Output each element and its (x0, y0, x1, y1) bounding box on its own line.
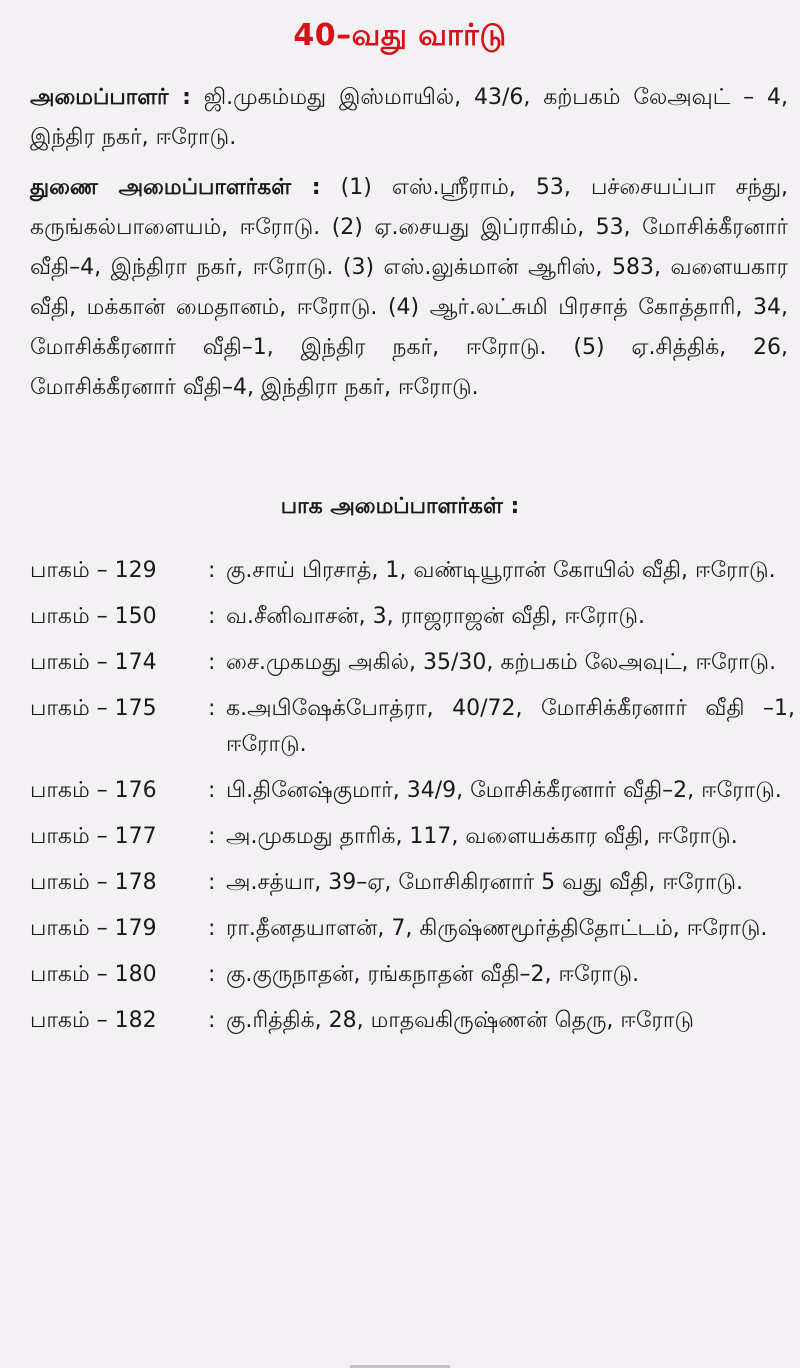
list-item (30, 645, 795, 681)
co-organizers-label: துணை அமைப்பாளர்கள் : (30, 175, 321, 200)
booth-organizer-details: அ.முகமது தாரிக், 117, வளையக்கார வீதி, ஈரோடு. (226, 824, 738, 849)
organizer-paragraph (30, 78, 788, 158)
separator-colon: : (208, 916, 216, 941)
booth-number: பாகம் – 179 (30, 916, 157, 941)
ward-title: 40–வது வார்டு (293, 18, 507, 53)
separator-colon: : (208, 1008, 216, 1033)
separator-colon: : (208, 696, 216, 721)
booth-number: பாகம் – 182 (30, 1008, 157, 1033)
list-item (30, 819, 795, 855)
booth-number: பாகம் – 150 (30, 604, 157, 629)
booth-organizers-heading: பாக அமைப்பாளர்கள் : (280, 494, 520, 519)
list-item (30, 599, 795, 635)
booth-organizer-details: பி.தினேஷ்குமார், 34/9, மோசிக்கீரனார் வீதி–2, ஈரோடு. (226, 778, 782, 803)
booth-number: பாகம் – 174 (30, 650, 157, 675)
booth-organizer-details: சை.முகமது அகில், 35/30, கற்பகம் லேஅவுட், ஈரோடு. (226, 650, 777, 675)
booth-number: பாகம் – 177 (30, 824, 157, 849)
booth-organizer-details: அ.சத்யா, 39–ஏ, மோசிகிரனார் 5 வது வீதி, ஈரோடு. (226, 870, 743, 895)
organizer-label: அமைப்பாளர் : (30, 85, 191, 110)
booth-number: பாகம் – 178 (30, 870, 157, 895)
list-item (30, 1003, 795, 1039)
booth-organizer-details: கு.சாய் பிரசாத், 1, வண்டியூரான் கோயில் வீதி, ஈரோடு. (226, 558, 776, 583)
co-organizers-text: (1) எஸ்.ஸ்ரீராம், 53, பச்சையப்பா சந்து, கருங்கல்பாளையம், ஈரோடு. (2) ஏ.சையது இப்ராகிம், 53, மோசிக்கீரனார் வீதி–4, இந்திரா நகர், ஈரோடு. (3) எஸ்.லுக்மான் ஆரிஸ், 583, வளையகார வீதி, மக்கான் மைதானம், ஈரோடு. (4) ஆர்.லட்சுமி பிரசாத் கோத்தாரி, 34, மோசிக்கீரனார் வீதி–1, இந்திர நகர், ஈரோடு. (5) ஏ.சித்திக், 26, மோசிக்கீரனார் வீதி–4, இந்திரா நகர், ஈரோடு. (30, 175, 789, 400)
clipped-previous-line (235, 0, 615, 5)
separator-colon: : (208, 558, 216, 583)
separator-colon: : (208, 870, 216, 895)
booth-number: பாகம் – 129 (30, 558, 157, 583)
booth-number: பாகம் – 176 (30, 778, 157, 803)
co-organizers-paragraph (30, 168, 788, 408)
separator-colon: : (208, 824, 216, 849)
separator-colon: : (208, 962, 216, 987)
booth-number: பாகம் – 175 (30, 696, 157, 721)
separator-colon: : (208, 778, 216, 803)
list-item (30, 957, 795, 993)
list-item (30, 773, 795, 809)
list-item (30, 865, 795, 901)
booth-organizer-details: க.அபிஷேக்போத்ரா, 40/72, மோசிக்கீரனார் வீதி –1, ஈரோடு. (226, 696, 795, 757)
booth-organizer-details: ரா.தீனதயாளன், 7, கிருஷ்ணமூர்த்திதோட்டம், ஈரோடு. (226, 916, 768, 941)
list-item (30, 691, 795, 763)
booth-organizer-details: கு.குருநாதன், ரங்கநாதன் வீதி–2, ஈரோடு. (226, 962, 640, 987)
list-item (30, 553, 795, 589)
organizer-text: ஜி.முகம்மது இஸ்மாயில், 43/6, கற்பகம் லேஅவுட் – 4, இந்திர நகர், ஈரோடு. (30, 85, 788, 150)
booth-organizer-details: வ.சீனிவாசன், 3, ராஜராஜன் வீதி, ஈரோடு. (226, 604, 646, 629)
booth-number: பாகம் – 180 (30, 962, 157, 987)
booth-organizers-list (30, 553, 795, 1049)
booth-organizer-details: கு.ரித்திக், 28, மாதவகிருஷ்ணன் தெரு, ஈரோடு (226, 1008, 695, 1033)
list-item (30, 911, 795, 947)
separator-colon: : (208, 650, 216, 675)
separator-colon: : (208, 604, 216, 629)
